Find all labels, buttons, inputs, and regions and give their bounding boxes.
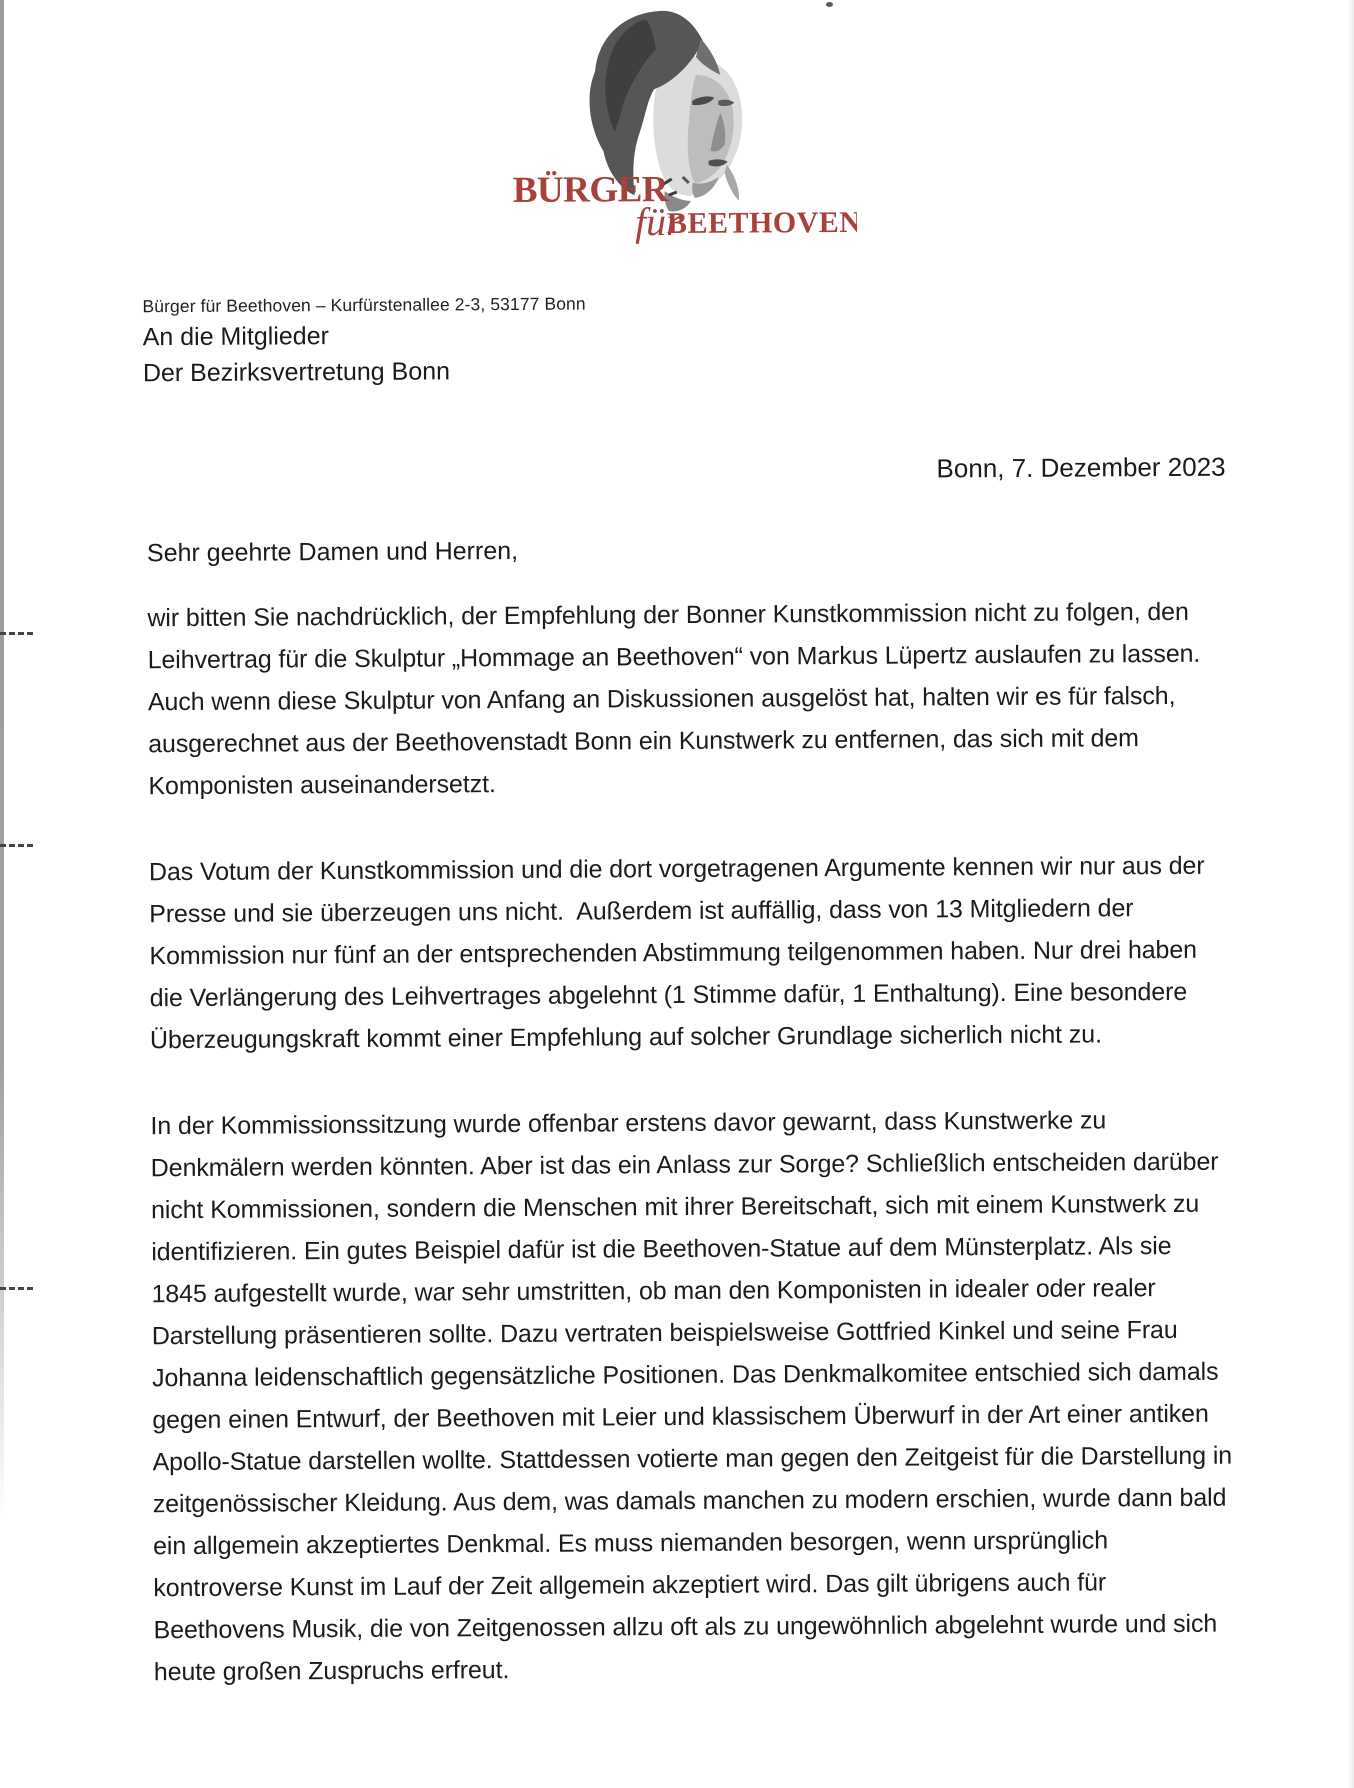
logo-word-beethoven: BEETHOVEN — [666, 205, 858, 241]
recipient-address-block — [143, 317, 451, 391]
logo-word-fuer: für — [634, 198, 682, 245]
body-paragraph-3: In der Kommissionssitzung wurde offenbar erstens davor gewarnt, dass Kunstwerke zu Denkmälern werden könnten. Aber ist das ein Anlass zur Sorge? Schließlich entscheiden darüber nicht Kommissionen, sondern die Menschen mit ihrer Bereitschaft, sich mit einem Kunstwerk zu identifizieren. Ein gutes Beispiel dafür ist die Beethoven-Statue auf dem Münsterplatz. Als sie 1845 aufgestellt wurde, war sehr umstritten, ob man den Komponisten in idealer oder realer Darstellung präsentieren sollte. Dazu vertraten beispielsweise Gottfried Kinkel und seine Frau Johanna leidenschaftlich gegensätzliche Positionen. Das Denkmalkomitee entschied sich damals gegen einen Entwurf, der Beethoven mit Leier und klassischem Überwurf in der Art einer antiken Apollo-Statue darstellen wollte. Stattdessen votierte man gegen den Zeitgeist für die Darstellung in zeitgenössischer Kleidung. Aus dem, was damals manchen zu modern erschien, wurde dann bald ein allgemein akzeptiertes Denkmal. Es muss niemanden besorgen, wenn ursprünglich kontroverse Kunst im Lauf der Zeit allgemein akzeptiert wird. Das gilt übrigens auch für Beethovens Musik, die von Zeitgenossen allzu oft als zu ungewöhnlich abgelehnt wurde und sich heute großen Zuspruchs erfreut. — [150, 1106, 1239, 1687]
date-line: Bonn, 7. Dezember 2023 — [936, 451, 1226, 484]
recipient-line: Der Bezirksvertretung Bonn — [142, 357, 451, 388]
salutation: Sehr geehrte Damen und Herren, — [146, 536, 519, 568]
recipient-line: An die Mitglieder — [142, 322, 329, 352]
letterhead-logo — [496, 4, 857, 251]
body-paragraph-1: wir bitten Sie nachdrücklich, der Empfehlung der Bonner Kunstkommission nicht zu folgen, den Leihvertrag für die Skulptur „Hommage an Beethoven“ von Markus Lüpertz auslaufen zu lassen. Auch wenn diese Skulptur von Anfang an Diskussionen ausgelöst hat, halten wir es für falsch, ausgerechnet aus der Beethovenstadt Bonn ein Kunstwerk zu entfernen, das sich mit dem Komponisten auseinandersetzt. — [147, 597, 1206, 801]
body-paragraph-2: Das Votum der Kunstkommission und die dort vorgetragenen Argumente kennen wir nur aus der Presse und sie überzeugen uns nicht. Außerdem ist auffällig, dass von 13 Mitgliedern der Kommission nur fünf an der entsprechenden Abstimmung teilgenommen haben. Nur drei haben die Verlängerung des Leihvertrages abgelehnt (1 Stimme dafür, 1 Enthaltung). Eine besondere Überzeugungskraft kommt einer Empfehlung auf solcher Grundlage sicherlich nicht zu. — [148, 851, 1212, 1055]
sender-return-address-line: Bürger für Beethoven – Kurfürstenallee 2-3, 53177 Bonn — [142, 293, 586, 317]
beethoven-portrait-image — [496, 4, 857, 251]
logo-word-buerger: BÜRGER — [512, 169, 669, 211]
